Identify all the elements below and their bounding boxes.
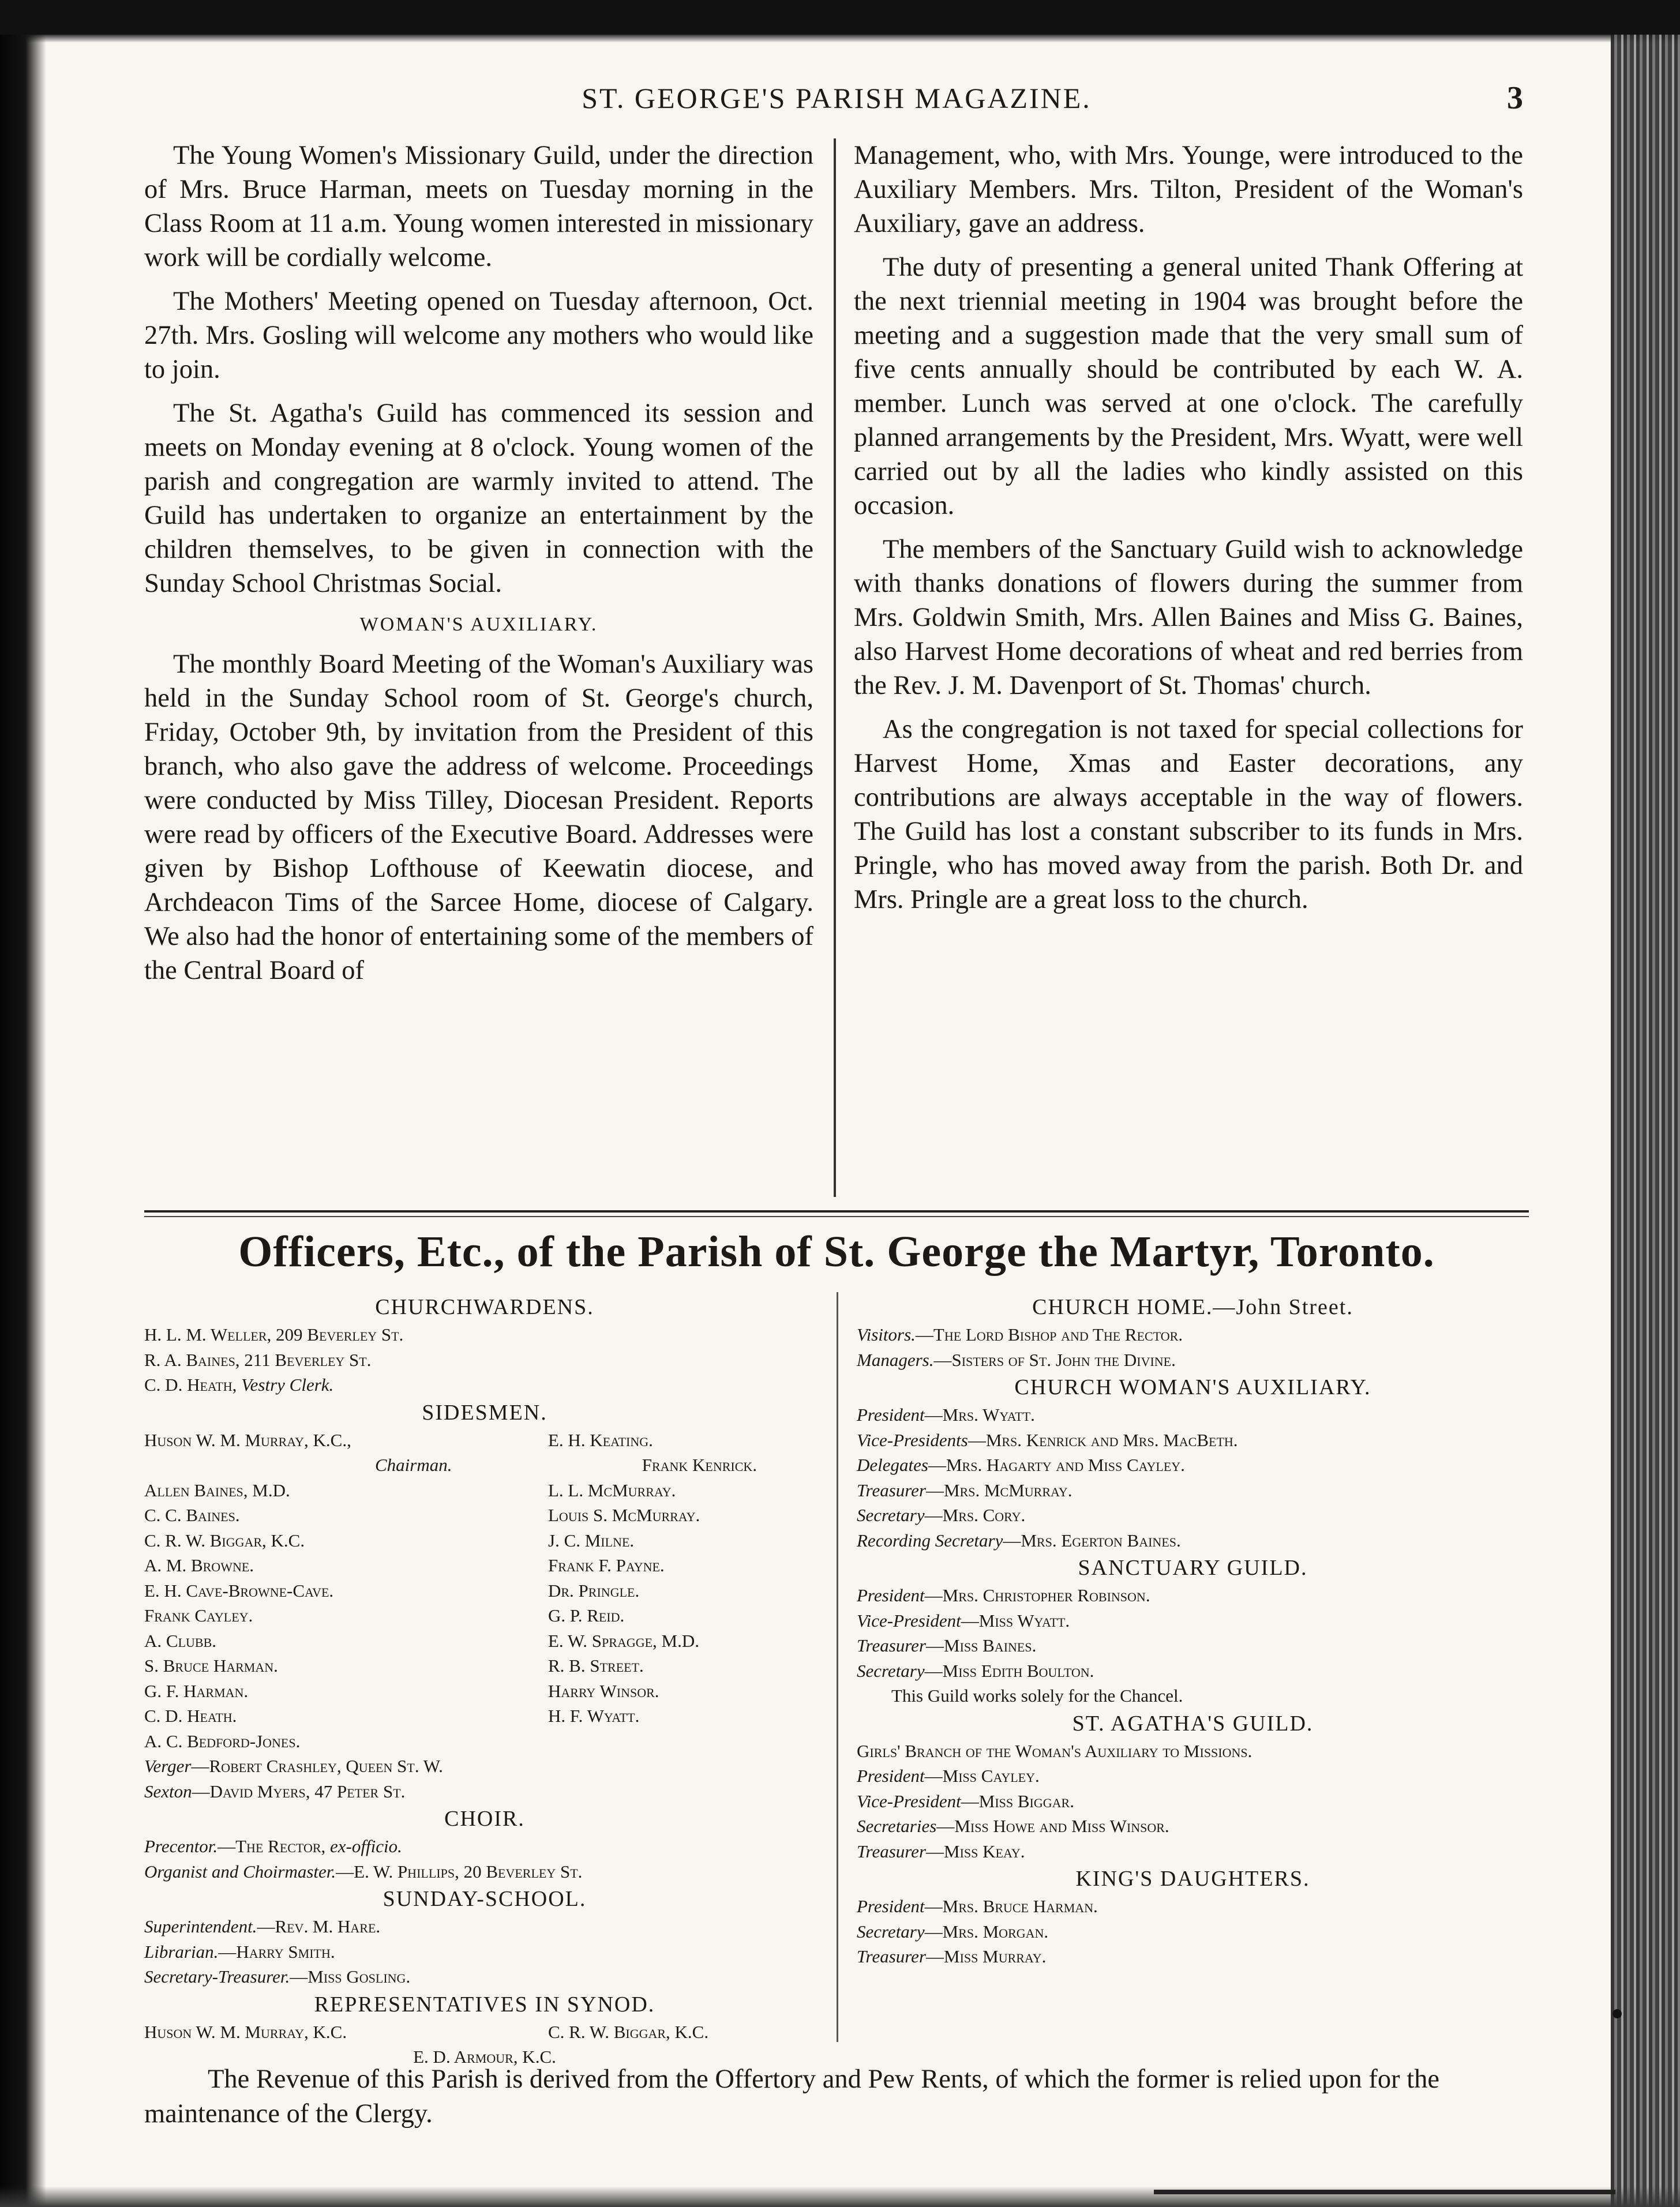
sidesman-left: A. Clubb. bbox=[144, 1630, 216, 1651]
officers-right-column bbox=[857, 1292, 1529, 1969]
wa-delegates-name: —Mrs. Hagarty and Miss Cayley. bbox=[928, 1455, 1185, 1475]
superintendent-role: Superintendent. bbox=[144, 1916, 257, 1936]
sexton-role: Sexton bbox=[144, 1781, 192, 1801]
kd-treasurer-role: Treasurer bbox=[857, 1946, 927, 1966]
sidesman-right: Harry Winsor. bbox=[548, 1680, 659, 1701]
wa-secretary-entry bbox=[857, 1503, 1529, 1528]
sg-vp-name: —Miss Wyatt. bbox=[961, 1610, 1070, 1631]
st-agathas-subtitle: Girls' Branch of the Woman's Auxiliary to Missions. bbox=[857, 1740, 1252, 1761]
wa-secretary-name: —Mrs. Cory. bbox=[924, 1505, 1026, 1525]
sidesman-left: C. D. Heath. bbox=[144, 1706, 237, 1726]
sa-treasurer-entry bbox=[857, 1839, 1529, 1864]
sidesman-left: Allen Baines, M.D. bbox=[144, 1480, 290, 1500]
sg-treasurer-name: —Miss Baines. bbox=[926, 1635, 1037, 1656]
sidesman-right: R. B. Street. bbox=[548, 1656, 644, 1676]
wa-vp-entry bbox=[857, 1428, 1529, 1453]
margin-dot bbox=[1612, 2009, 1622, 2018]
librarian-role: Librarian. bbox=[144, 1941, 219, 1962]
st-agathas-paragraph: The St. Agatha's Guild has commenced its session and meets on Monday evening at 8 o'clock. Young women of the parish and congregation are warmly invited to attend. The Guild has undertaken to organize an entertainment by the children themselves, to be given in connection with the Sunday School Christmas Social. bbox=[144, 399, 813, 598]
missionary-guild-paragraph: The Young Women's Missionary Guild, under the direction of Mrs. Bruce Harman, meets on Tuesday morning in the Class Room at 11 a.m. Young women interested in missionary work will be cordially welcome. bbox=[144, 141, 813, 272]
ss-secretary-name: —Miss Gosling. bbox=[290, 1966, 411, 1987]
board-meeting-paragraph: The monthly Board Meeting of the Woman's Auxiliary was held in the Sunday School room of St. George's church, Friday, October 9th, by invitation from the President of this branch, who also gave the address of welcome. Proceedings were conducted by Miss Tilley, Diocesan President. Reports were read by officers of the Executive Board. Addresses were given by Bishop Lofthouse of Keewatin diocese, and Archdeacon Tims of the Sarcee Home, diocese of Calgary. We also had the honor of entertaining some of the members of the Central Board of bbox=[144, 650, 813, 985]
precentor-role: Precentor. bbox=[144, 1836, 218, 1856]
sidesman-left: Huson W. M. Murray, K.C., bbox=[144, 1429, 351, 1450]
column-divider bbox=[834, 138, 836, 1197]
sidesman-right: E. H. Keating. bbox=[548, 1429, 653, 1450]
librarian-name: —Harry Smith. bbox=[218, 1941, 335, 1962]
sa-vp-role: Vice-President bbox=[857, 1791, 961, 1811]
organist-role: Organist and Choirmaster. bbox=[144, 1861, 336, 1882]
section-rule-thin bbox=[144, 1216, 1529, 1217]
verger-name: —Robert Crashley, Queen St. W. bbox=[191, 1756, 443, 1776]
kings-daughters-heading: KING'S DAUGHTERS. bbox=[1075, 1867, 1310, 1891]
vestry-clerk-name: C. D. Heath, bbox=[144, 1375, 237, 1395]
sanctuary-guild-paragraph: The members of the Sanctuary Guild wish to acknowledge with thanks donations of flowers during the summer from Mrs. Goldwin Smith, Mrs. Allen Baines and Miss G. Baines, also Harvest Home decorations of wheat and red berries from the Rev. J. M. Davenport of St. Thomas' church. bbox=[854, 535, 1523, 700]
sg-vp-role: Vice-President bbox=[857, 1610, 961, 1631]
sidesman-right: Louis S. McMurray. bbox=[548, 1505, 700, 1525]
sa-vp-name: —Miss Biggar. bbox=[961, 1791, 1074, 1811]
scan-left-border bbox=[0, 35, 46, 2207]
representative-name: C. R. W. Biggar, K.C. bbox=[548, 2021, 709, 2042]
officers-divider bbox=[837, 1292, 838, 2042]
magazine-title: ST. GEORGE'S PARISH MAGAZINE. bbox=[582, 82, 1092, 114]
sg-treasurer-entry bbox=[857, 1633, 1529, 1658]
representative-name: Huson W. M. Murray, K.C. bbox=[144, 2021, 347, 2042]
sg-president-name: —Mrs. Christopher Robinson. bbox=[924, 1585, 1150, 1605]
sidesman-right: Frank Kenrick. bbox=[642, 1455, 757, 1475]
sidesman-right: E. W. Spragge, M.D. bbox=[548, 1630, 699, 1651]
flowers-paragraph: As the congregation is not taxed for special collections for Harvest Home, Xmas and Easter decorations, any contributions are always acceptable in the way of flowers. The Guild has lost a constant subscriber to its funds in Mrs. Pringle, who has moved away from the parish. Both Dr. and Mrs. Pringle are a great loss to the church. bbox=[854, 715, 1523, 914]
sa-president-name: —Miss Cayley. bbox=[924, 1766, 1040, 1786]
sg-treasurer-role: Treasurer bbox=[857, 1635, 927, 1656]
sidesman-right: J. C. Milne. bbox=[548, 1530, 635, 1551]
sidesman-right: H. F. Wyatt. bbox=[548, 1706, 640, 1726]
sexton-entry bbox=[144, 1779, 825, 1804]
section-rule bbox=[144, 1210, 1529, 1213]
revenue-note: The Revenue of this Parish is derived from the Offertory and Pew Rents, of which the former is relied upon for the maintenance of the Clergy. bbox=[144, 2065, 1440, 2129]
sidesmen-row bbox=[144, 1703, 825, 1729]
vestry-clerk-role: Vestry Clerk. bbox=[241, 1375, 334, 1395]
right-column bbox=[854, 138, 1523, 926]
scan-right-edge bbox=[1611, 35, 1680, 2207]
sidesmen-row bbox=[144, 1528, 825, 1553]
sa-secretaries-role: Secretaries bbox=[857, 1816, 937, 1836]
sidesman-left: Frank Cayley. bbox=[144, 1605, 253, 1626]
sidesmen-row bbox=[144, 1428, 825, 1453]
sidesmen-row bbox=[144, 1628, 825, 1654]
sg-secretary-name: —Miss Edith Boulton. bbox=[924, 1660, 1094, 1681]
verger-entry bbox=[144, 1754, 825, 1779]
sa-secretaries-name: —Miss Howe and Miss Winsor. bbox=[936, 1816, 1169, 1836]
wa-recording-name: —Mrs. Egerton Baines. bbox=[1003, 1530, 1181, 1551]
sidesman-left: A. M. Browne. bbox=[144, 1555, 254, 1575]
managers-role: Managers. bbox=[857, 1349, 934, 1370]
sg-secretary-entry bbox=[857, 1658, 1529, 1684]
sidesmen-row bbox=[144, 1553, 825, 1578]
wa-president-entry bbox=[857, 1402, 1529, 1428]
sa-treasurer-role: Treasurer bbox=[857, 1841, 927, 1861]
thank-offering-paragraph: The duty of presenting a general united Thank Offering at the next triennial meeting in 1904 was brought before the meeting and a suggestion made that the very small sum of five cents annually should be contributed by each W. A. member. Lunch was served at one o'clock. The carefully planned arrangements by the President, Mrs. Wyatt, were well carried out by all the ladies who kindly assisted on this occasion. bbox=[854, 253, 1523, 520]
sidesmen-heading: SIDESMEN. bbox=[422, 1400, 548, 1425]
kd-treasurer-name: —Miss Murray. bbox=[926, 1946, 1047, 1966]
ss-secretary-role: Secretary-Treasurer. bbox=[144, 1966, 290, 1987]
sidesman-left: C. C. Baines. bbox=[144, 1505, 240, 1525]
kd-secretary-role: Secretary bbox=[857, 1921, 925, 1942]
sg-president-role: President bbox=[857, 1585, 925, 1605]
sidesmen-row bbox=[144, 1603, 825, 1628]
sidesman-right: Dr. Pringle. bbox=[548, 1580, 640, 1601]
page-number: 3 bbox=[1507, 80, 1523, 116]
sidesman-left: E. H. Cave-Browne-Cave. bbox=[144, 1580, 334, 1601]
wa-vp-role: Vice-Presidents bbox=[857, 1429, 968, 1450]
sidesman-left: C. R. W. Biggar, K.C. bbox=[144, 1530, 305, 1551]
superintendent-entry bbox=[144, 1914, 825, 1939]
kd-secretary-entry bbox=[857, 1919, 1529, 1945]
kd-treasurer-entry bbox=[857, 1944, 1529, 1969]
representatives-row bbox=[144, 2020, 825, 2045]
wa-treasurer-entry bbox=[857, 1478, 1529, 1503]
sa-vp-entry bbox=[857, 1789, 1529, 1814]
wa-secretary-role: Secretary bbox=[857, 1505, 925, 1525]
sa-treasurer-name: —Miss Keay. bbox=[926, 1841, 1025, 1861]
wa-president-role: President bbox=[857, 1405, 925, 1425]
sexton-name: —David Myers, 47 Peter St. bbox=[192, 1781, 406, 1801]
wa-treasurer-role: Treasurer bbox=[857, 1480, 927, 1500]
sa-president-entry bbox=[857, 1763, 1529, 1789]
representative-name: E. D. Armour, K.C. bbox=[413, 2047, 556, 2067]
visitors-entry bbox=[857, 1322, 1529, 1348]
running-head bbox=[144, 75, 1529, 121]
organist-name: —E. W. Phillips, 20 Beverley St. bbox=[336, 1861, 583, 1882]
precentor-entry bbox=[144, 1834, 825, 1859]
womans-auxiliary-officers-heading: CHURCH WOMAN'S AUXILIARY. bbox=[1014, 1375, 1371, 1399]
sidesman-left: G. F. Harman. bbox=[144, 1680, 249, 1701]
officers-left-column bbox=[144, 1292, 825, 2070]
choir-heading: CHOIR. bbox=[444, 1807, 525, 1831]
kd-president-name: —Mrs. Bruce Harman. bbox=[924, 1896, 1098, 1916]
sidesman-right: G. P. Reid. bbox=[548, 1605, 625, 1626]
visitors-name: —The Lord Bishop and The Rector. bbox=[915, 1324, 1183, 1345]
continuation-paragraph: Management, who, with Mrs. Younge, were introduced to the Auxiliary Members. Mrs. Tilton, President of the Woman's Auxiliary, gave an address. bbox=[854, 141, 1523, 238]
scan-bottom-mark bbox=[1154, 2190, 1615, 2194]
kd-secretary-name: —Mrs. Morgan. bbox=[924, 1921, 1049, 1942]
magazine-page bbox=[144, 75, 1529, 2152]
chairman-label: Chairman. bbox=[375, 1455, 452, 1475]
churchwardens-heading: CHURCHWARDENS. bbox=[375, 1295, 594, 1319]
churchwarden-entry: H. L. M. Weller, 209 Beverley St. bbox=[144, 1324, 404, 1345]
wa-delegates-role: Delegates bbox=[857, 1455, 928, 1475]
wa-treasurer-name: —Mrs. McMurray. bbox=[926, 1480, 1072, 1500]
sidesmen-row bbox=[144, 1679, 825, 1704]
sg-president-entry bbox=[857, 1583, 1529, 1608]
sunday-school-heading: SUNDAY-SCHOOL. bbox=[382, 1887, 587, 1911]
verger-role: Verger bbox=[144, 1756, 192, 1776]
wa-recording-role: Recording Secretary bbox=[857, 1530, 1003, 1551]
sidesman-last: A. C. Bedford-Jones. bbox=[144, 1731, 301, 1751]
precentor-name: —The Rector, bbox=[217, 1836, 326, 1856]
sidesmen-row bbox=[144, 1653, 825, 1679]
kd-president-entry bbox=[857, 1894, 1529, 1919]
sidesmen-row bbox=[144, 1503, 825, 1528]
vestry-clerk-entry bbox=[144, 1372, 825, 1398]
wa-vp-name: —Mrs. Kenrick and Mrs. MacBeth. bbox=[967, 1429, 1238, 1450]
officers-title: Officers, Etc., of the Parish of St. George the Martyr, Toronto. bbox=[238, 1228, 1435, 1276]
wa-president-name: —Mrs. Wyatt. bbox=[924, 1405, 1035, 1425]
kd-president-role: President bbox=[857, 1896, 925, 1916]
st-agathas-heading: ST. AGATHA'S GUILD. bbox=[1072, 1711, 1314, 1736]
sg-vp-entry bbox=[857, 1608, 1529, 1634]
mothers-meeting-paragraph: The Mothers' Meeting opened on Tuesday afternoon, Oct. 27th. Mrs. Gosling will welcome any mothers who would like to join. bbox=[144, 287, 813, 384]
precentor-extra: ex-officio. bbox=[330, 1836, 402, 1856]
sidesmen-row bbox=[144, 1578, 825, 1604]
librarian-entry bbox=[144, 1939, 825, 1965]
church-home-heading: CHURCH HOME.—John Street. bbox=[1032, 1295, 1353, 1319]
sidesman-right: L. L. McMurray. bbox=[548, 1480, 676, 1500]
ss-secretary-entry bbox=[144, 1964, 825, 1990]
left-column bbox=[144, 138, 813, 997]
sa-secretaries-entry bbox=[857, 1814, 1529, 1839]
sa-president-role: President bbox=[857, 1766, 925, 1786]
managers-entry bbox=[857, 1348, 1529, 1373]
scan-top-border bbox=[0, 0, 1680, 35]
organist-entry bbox=[144, 1859, 825, 1885]
wa-recording-entry bbox=[857, 1528, 1529, 1553]
womans-auxiliary-heading: WOMAN'S AUXILIARY. bbox=[359, 614, 598, 635]
visitors-role: Visitors. bbox=[857, 1324, 916, 1345]
superintendent-name: —Rev. M. Hare. bbox=[257, 1916, 381, 1936]
sanctuary-guild-heading: SANCTUARY GUILD. bbox=[1078, 1556, 1308, 1580]
representatives-heading: REPRESENTATIVES IN SYNOD. bbox=[314, 1992, 655, 2017]
managers-name: —Sisters of St. John the Divine. bbox=[933, 1349, 1176, 1370]
wa-delegates-entry bbox=[857, 1452, 1529, 1478]
sg-secretary-role: Secretary bbox=[857, 1660, 925, 1681]
sidesmen-row bbox=[144, 1478, 825, 1503]
sanctuary-guild-note: This Guild works solely for the Chancel. bbox=[891, 1686, 1183, 1706]
sidesman-right: Frank F. Payne. bbox=[548, 1555, 665, 1575]
sidesman-left: S. Bruce Harman. bbox=[144, 1656, 278, 1676]
sidesmen-row bbox=[144, 1452, 825, 1478]
churchwarden-entry: R. A. Baines, 211 Beverley St. bbox=[144, 1349, 372, 1370]
scan-top-shadow bbox=[0, 35, 1680, 43]
